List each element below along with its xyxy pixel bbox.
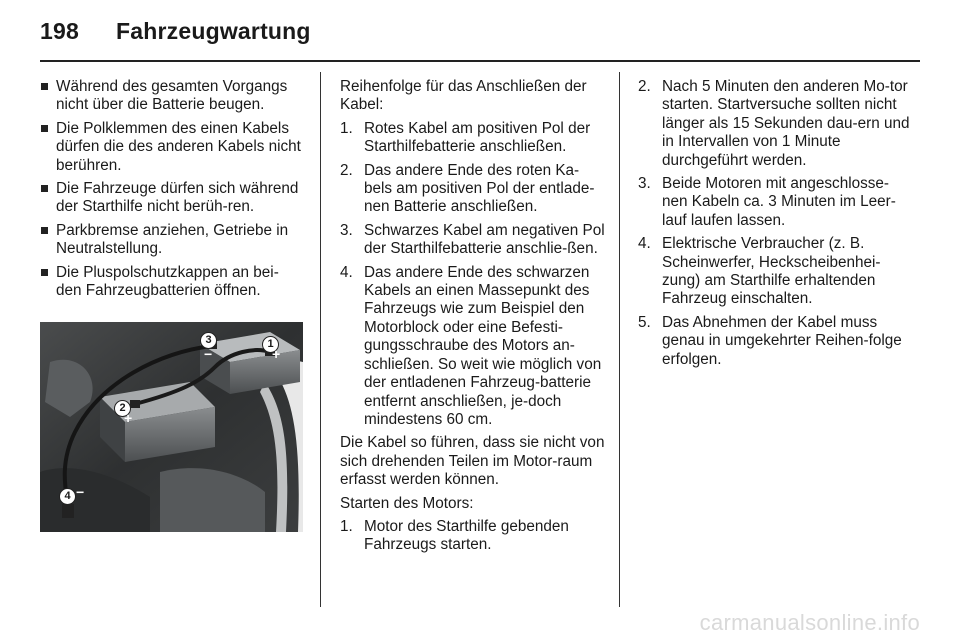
list-item: [340, 120, 606, 157]
step-text: Das andere Ende des roten Ka-bels am positiven Pol der entlade-nen Batterie anschließen.: [364, 161, 595, 216]
step-text: Beide Motoren mit angeschlosse-nen Kabeln ca. 3 Minuten im Leer-lauf laufen lassen.: [662, 175, 896, 229]
step-number: 5.: [638, 313, 651, 331]
list-item: [638, 235, 910, 309]
engine-bay-drawing: [40, 322, 303, 532]
page-number: 198: [40, 18, 79, 44]
step-number: 4.: [638, 235, 651, 253]
step-number: 3.: [340, 221, 353, 239]
column-3: [638, 78, 910, 374]
column-1: [40, 78, 304, 305]
list-item: [340, 162, 606, 217]
bullet-item: Während des gesamten Vorgangs nicht über die Batterie beugen.: [40, 78, 304, 115]
step-text: Elektrische Verbraucher (z. B. Scheinwerfer, Heckscheibenhei-zung) am Starthilfe erhaltenden Fahrzeug einschalten.: [662, 235, 881, 308]
list-item: [340, 518, 606, 555]
minus-sign: −: [76, 484, 85, 500]
list-item: [340, 264, 606, 430]
page-header: [40, 18, 311, 45]
header-rule: [40, 60, 920, 62]
bullet-item: Die Polklemmen des einen Kabels dürfen die des anderen Kabels nicht berühren.: [40, 120, 304, 175]
step-number: 2.: [340, 161, 353, 179]
jump-start-illustration: [40, 322, 303, 532]
bullet-item: Die Pluspolschutzkappen an bei-den Fahrzeugbatterien öffnen.: [40, 264, 304, 301]
start-steps-continued: [638, 78, 910, 369]
minus-sign: −: [204, 346, 213, 362]
list-item: [638, 175, 910, 230]
column-divider-1: [320, 72, 321, 607]
column-divider-2: [619, 72, 620, 607]
plus-sign: +: [124, 410, 133, 426]
callout-4: 4: [59, 488, 76, 505]
step-number: 1.: [340, 517, 353, 535]
step-number: 4.: [340, 263, 353, 281]
page-title: Fahrzeugwartung: [116, 18, 311, 44]
list-item: [340, 222, 606, 259]
bullet-item: Die Fahrzeuge dürfen sich während der Starthilfe nicht berüh-ren.: [40, 180, 304, 217]
step-text: Motor des Starthilfe gebenden Fahrzeugs starten.: [364, 517, 569, 554]
cable-steps-list: [340, 120, 606, 430]
start-steps-list: [340, 518, 606, 555]
step-number: 1.: [340, 119, 353, 137]
cable-order-intro: Reihenfolge für das Anschließen der Kabel:: [340, 78, 587, 114]
start-engine-intro: Starten des Motors:: [340, 494, 474, 512]
bullet-item: Parkbremse anziehen, Getriebe in Neutralstellung.: [40, 222, 304, 259]
callout-3: 3: [200, 332, 217, 349]
watermark: carmanualsonline.info: [699, 610, 920, 635]
list-item: [638, 314, 910, 369]
step-text: Schwarzes Kabel am negativen Pol der Starthilfebatterie anschlie-ßen.: [364, 221, 605, 258]
safety-bullet-list: [40, 78, 304, 300]
step-text: Das andere Ende des schwarzen Kabels an einen Massepunkt des Fahrzeugs wie zum Beispiel den Motorblock oder eine Befesti-gungsschraube des Motors an-schließen. So weit wie möglich von der entladenen Fahrzeug-batterie entfernt anschließen, je-doch mindestens 60 cm.: [364, 263, 602, 428]
step-text: Rotes Kabel am positiven Pol der Starthilfebatterie anschließen.: [364, 119, 591, 156]
step-number: 2.: [638, 78, 651, 95]
callout-1: 1: [262, 336, 279, 353]
plus-sign: +: [272, 346, 281, 362]
step-text: Nach 5 Minuten den anderen Mo-tor starten. Startversuche sollten nicht länger als 15 Sekunden dau-ern und in Intervallen von 1 Minute durchgeführt werden.: [662, 78, 910, 169]
step-number: 3.: [638, 175, 651, 193]
list-item: [638, 78, 910, 170]
column-2: [340, 78, 606, 560]
routing-note: Die Kabel so führen, dass sie nicht von sich drehenden Teilen im Motor-raum erfasst werden können.: [340, 434, 605, 489]
step-text: Das Abnehmen der Kabel muss genau in umgekehrter Reihen-folge erfolgen.: [662, 313, 902, 368]
callout-2: 2: [114, 400, 131, 417]
